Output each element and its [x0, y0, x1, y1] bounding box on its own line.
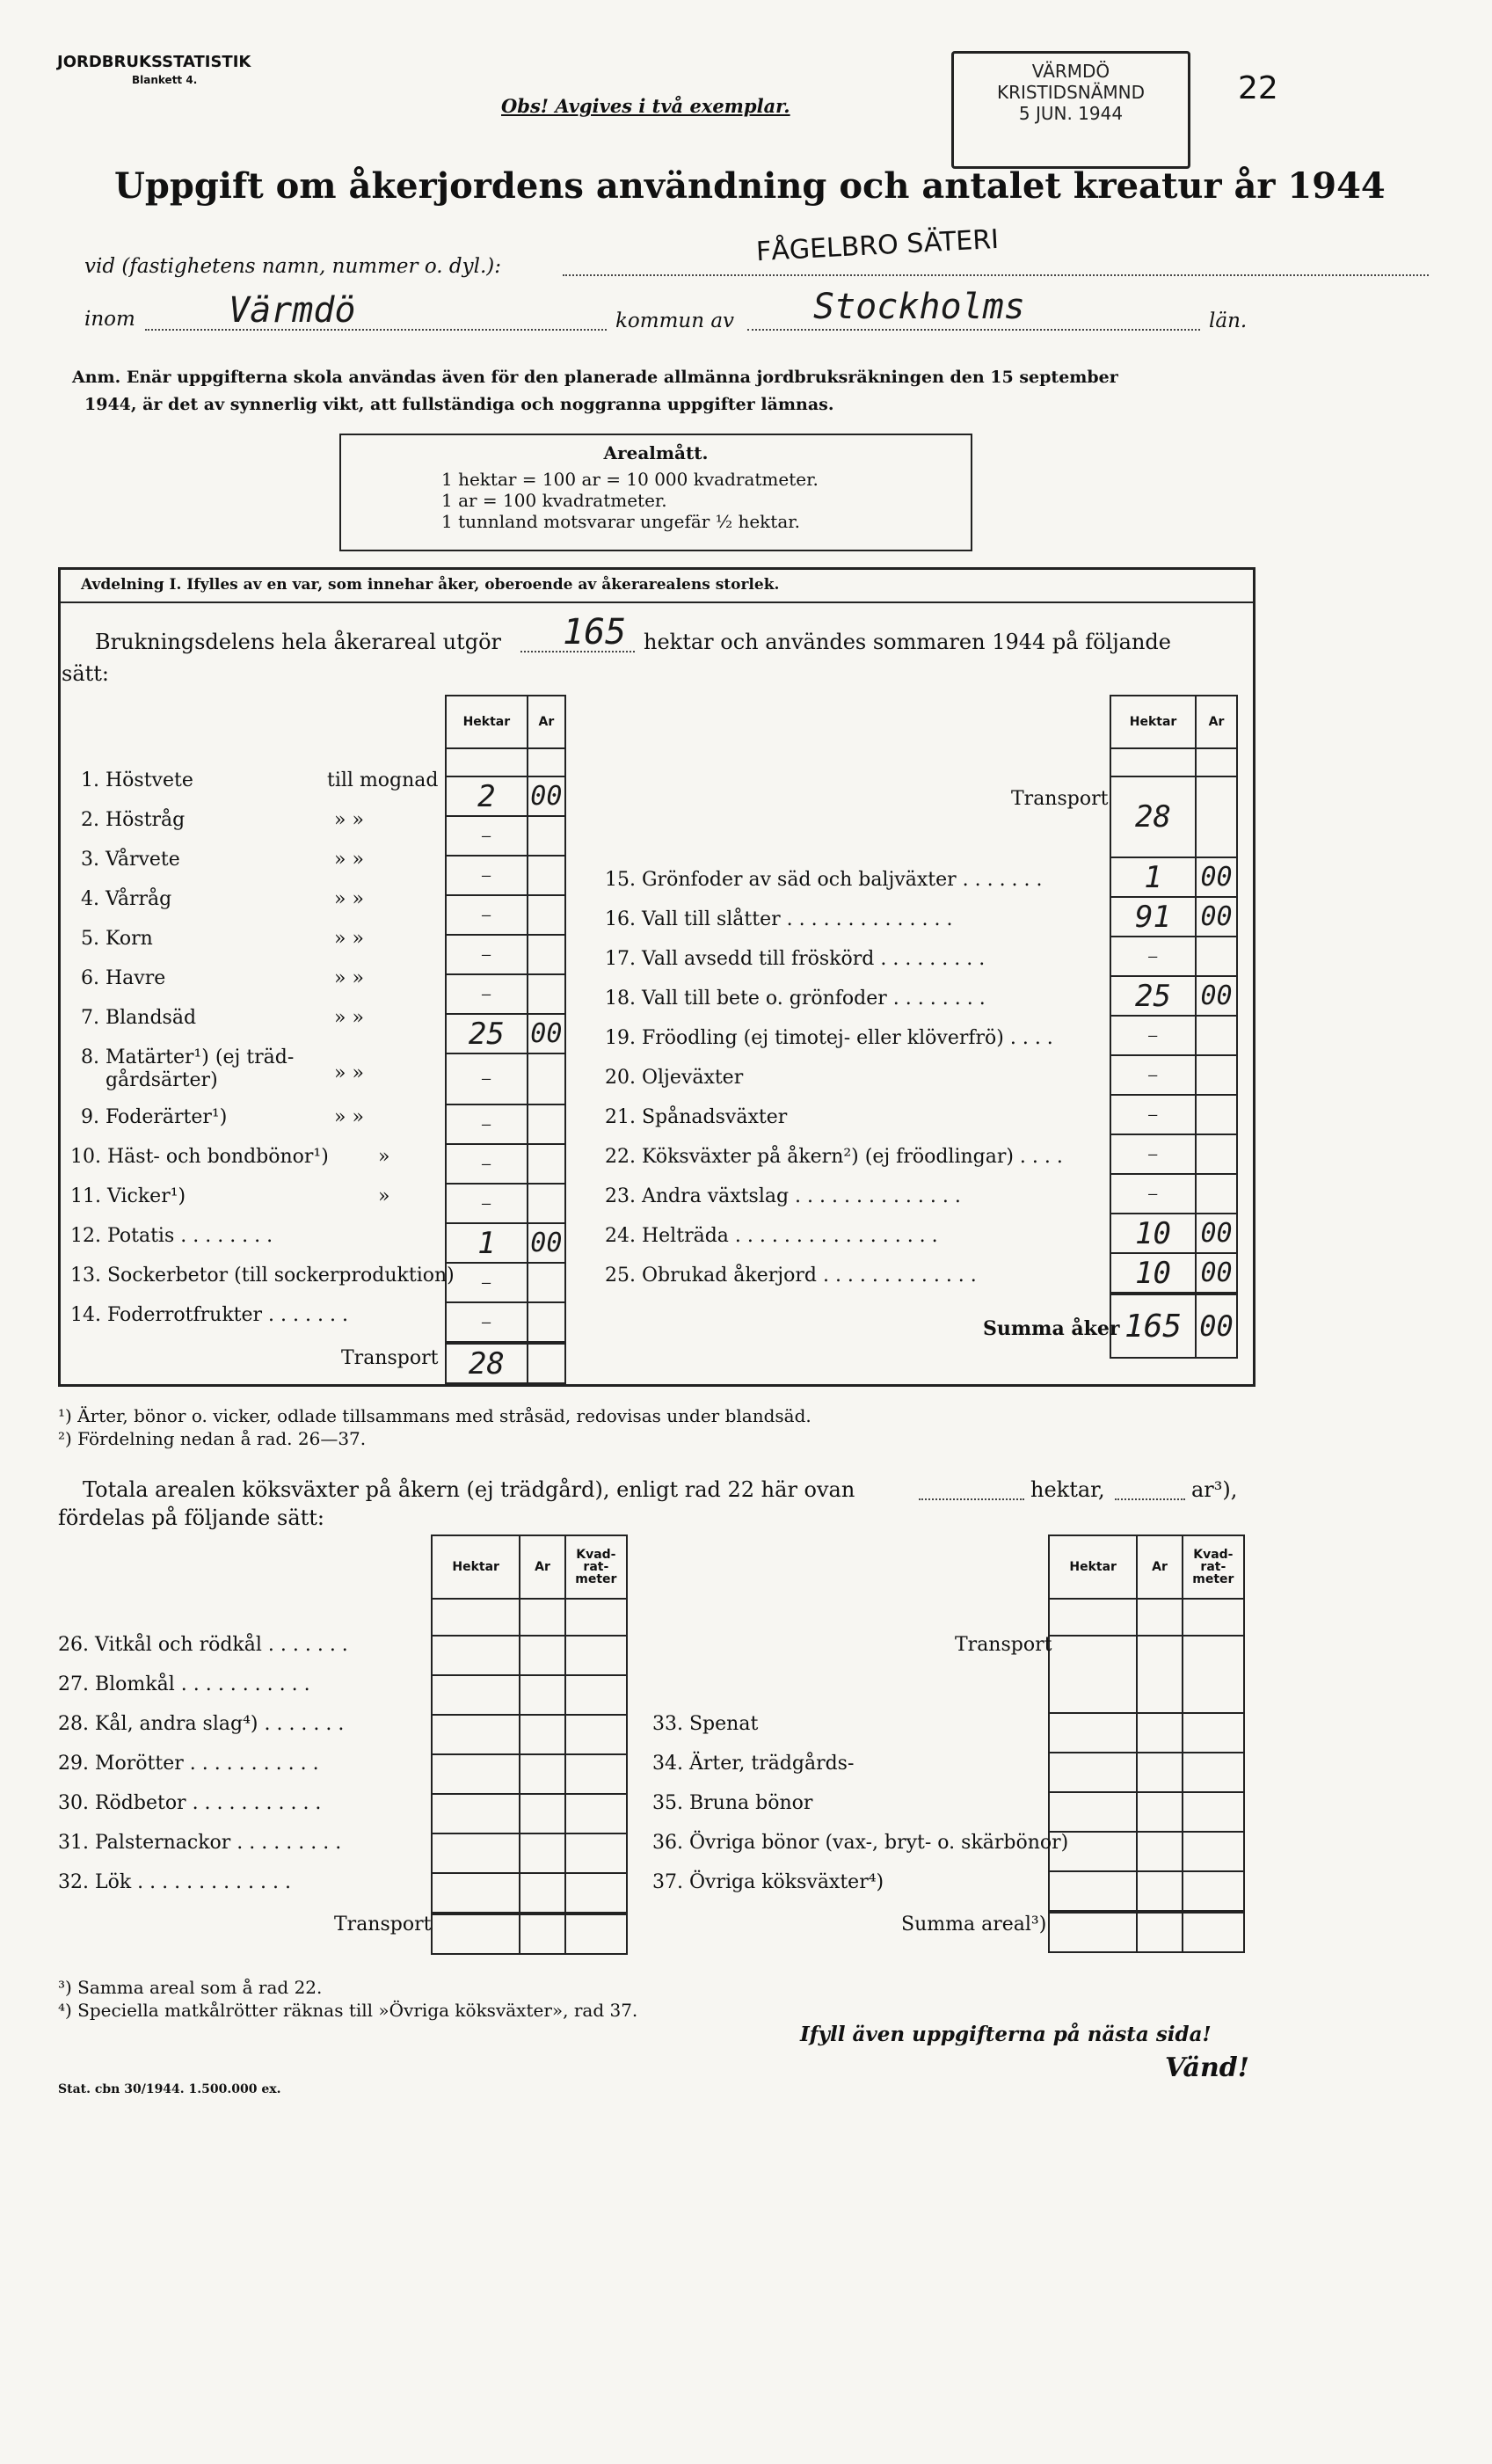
- section1-intro: Brukningsdelens hela åkerareal utgör: [95, 630, 502, 654]
- crop-label: 5. Korn: [81, 928, 153, 950]
- crop-label: 18. Vall till bete o. grönfoder . . . . . . . .: [605, 988, 986, 1010]
- hektar-cell[interactable]: 91: [1110, 897, 1196, 937]
- stamp-date: 5 JUN. 1944: [1018, 103, 1124, 124]
- veg-label: 31. Palsternackor . . . . . . . . .: [58, 1832, 342, 1854]
- veg-kvm-cell[interactable]: [1183, 1832, 1244, 1871]
- right-transport-value[interactable]: 28: [1110, 776, 1196, 857]
- veg-hektar-cell[interactable]: [432, 1833, 520, 1873]
- hektar-cell[interactable]: —: [446, 1053, 528, 1104]
- veg-label: 27. Blomkål . . . . . . . . . . .: [58, 1673, 310, 1695]
- crop-label: 7. Blandsäd: [81, 1007, 197, 1029]
- veg-summa-label: Summa areal³): [901, 1914, 1047, 1935]
- crop-label: 15. Grönfoder av säd och baljväxter . . . . . . .: [605, 869, 1043, 891]
- veg-kvm-cell[interactable]: [1183, 1753, 1244, 1792]
- crop-label: 9. Foderärter¹): [81, 1106, 228, 1128]
- crop-suffix: » »: [334, 1062, 364, 1084]
- veg-label: 26. Vitkål och rödkål . . . . . . .: [58, 1634, 348, 1656]
- veg-kvm-cell[interactable]: [1183, 1792, 1244, 1832]
- veg-ar-cell[interactable]: [520, 1833, 564, 1873]
- lan-line: [747, 327, 1200, 331]
- hektar-cell[interactable]: 10: [1110, 1214, 1196, 1253]
- obs-notice: Obs! Avgives i två exemplar.: [501, 95, 790, 117]
- section2-ar-line: [1115, 1497, 1185, 1500]
- arealmatt-line: 1 ar = 100 kvadratmeter.: [441, 490, 667, 511]
- veg-kvm-cell[interactable]: [565, 1873, 627, 1914]
- crop-label: 16. Vall till slåtter . . . . . . . . . . . . . .: [605, 908, 953, 930]
- ar-cell[interactable]: 00: [528, 1223, 565, 1263]
- col-hektar: Hektar: [432, 1535, 520, 1599]
- page-number: 22: [1238, 70, 1278, 106]
- org-name: JORDBRUKSSTATISTIK: [57, 53, 251, 71]
- hektar-cell[interactable]: 10: [1110, 1253, 1196, 1294]
- veg-ar-cell[interactable]: [1137, 1753, 1182, 1792]
- ar-cell[interactable]: 00: [1196, 857, 1237, 897]
- ar-cell[interactable]: [528, 1263, 565, 1302]
- crop-suffix: » »: [334, 809, 364, 831]
- hektar-cell[interactable]: —: [446, 1144, 528, 1184]
- veg-kvm-cell[interactable]: [565, 1715, 627, 1754]
- veg-kvm-cell[interactable]: [565, 1833, 627, 1873]
- hektar-cell[interactable]: —: [1110, 1174, 1196, 1214]
- veg-hektar-cell[interactable]: [432, 1715, 520, 1754]
- veg-ar-cell[interactable]: [520, 1873, 564, 1914]
- crop-label: 14. Foderrotfrukter . . . . . . .: [70, 1304, 348, 1326]
- hektar-cell[interactable]: —: [1110, 1134, 1196, 1174]
- crop-suffix: » »: [334, 967, 364, 989]
- crop-label: 1. Höstvete: [81, 769, 193, 791]
- property-line: [563, 273, 1429, 276]
- page-title: Uppgift om åkerjordens användning och antalet kreatur år 1944: [114, 165, 1386, 207]
- ar-cell[interactable]: 00: [528, 776, 565, 816]
- veg-hektar-cell[interactable]: [432, 1754, 520, 1794]
- anm-line: Anm. Enär uppgifterna skola användas även för den planerade allmänna jordbruksräkningen den 15 september: [72, 368, 1118, 387]
- veg-hektar-cell[interactable]: [1049, 1713, 1137, 1753]
- crop-suffix: »: [378, 1185, 390, 1207]
- arealmatt-box: [339, 434, 972, 551]
- left-vegetables-table: [431, 1535, 628, 1955]
- ar-cell[interactable]: [1196, 937, 1237, 976]
- veg-ar-cell[interactable]: [520, 1636, 564, 1675]
- summa-aker-label: Summa åker: [983, 1317, 1120, 1340]
- ar-cell[interactable]: [528, 935, 565, 974]
- left-transport-label: Transport: [341, 1347, 439, 1369]
- veg-label: 29. Morötter . . . . . . . . . . .: [58, 1753, 319, 1775]
- veg-ar-cell[interactable]: [520, 1754, 564, 1794]
- crop-label: 11. Vicker¹): [70, 1185, 186, 1207]
- ar-cell[interactable]: [528, 856, 565, 895]
- ar-cell[interactable]: [528, 1184, 565, 1223]
- fill-next-page-note: Ifyll även uppgifterna på nästa sida!: [800, 2023, 1212, 2046]
- ar-cell[interactable]: [528, 1302, 565, 1343]
- arealmatt-line: 1 hektar = 100 ar = 10 000 kvadratmeter.: [441, 469, 819, 490]
- veg-transport-cell[interactable]: [1049, 1636, 1137, 1713]
- crop-label: 3. Vårvete: [81, 849, 180, 871]
- veg-label: 36. Övriga bönor (vax-, bryt- o. skärbönor): [652, 1832, 1069, 1854]
- crop-label: 6. Havre: [81, 967, 166, 989]
- hektar-cell[interactable]: —: [1110, 1055, 1196, 1095]
- lan-value: Stockholms: [813, 287, 1025, 327]
- section2-hektar-line: [919, 1497, 1024, 1500]
- ar-cell[interactable]: [1196, 1055, 1237, 1095]
- crop-suffix: till mognad: [327, 769, 439, 791]
- crop-label: 22. Köksväxter på åkern²) (ej fröodlingar) . . . .: [605, 1146, 1063, 1168]
- section1-intro: hektar och användes sommaren 1944 på följande: [644, 630, 1171, 654]
- crop-suffix: » »: [334, 849, 364, 871]
- col-kvm: Kvad- rat- meter: [565, 1535, 627, 1599]
- anm-line: 1944, är det av synnerlig vikt, att fullständiga och noggranna uppgifter lämnas.: [84, 395, 834, 414]
- veg-hektar-cell[interactable]: [1049, 1753, 1137, 1792]
- hektar-cell[interactable]: —: [446, 895, 528, 935]
- left-crops-table: [445, 695, 566, 1384]
- ar-cell[interactable]: 00: [1196, 976, 1237, 1016]
- hektar-cell[interactable]: —: [446, 1263, 528, 1302]
- col-ar: Ar: [1196, 696, 1237, 748]
- hektar-cell[interactable]: —: [446, 856, 528, 895]
- form-number: Blankett 4.: [132, 74, 198, 86]
- hektar-cell[interactable]: —: [1110, 937, 1196, 976]
- veg-hektar-cell[interactable]: [432, 1794, 520, 1833]
- crop-label: 12. Potatis . . . . . . . .: [70, 1225, 273, 1247]
- col-ar: Ar: [528, 696, 565, 748]
- inom-value: Värmdö: [229, 290, 356, 331]
- stamp-line: VÄRMDÖ: [1031, 61, 1110, 82]
- veg-kvm-cell[interactable]: [565, 1754, 627, 1794]
- section2-intro: hektar,: [1030, 1477, 1105, 1502]
- ar-cell[interactable]: [1196, 1134, 1237, 1174]
- crop-label: 8. Matärter¹) (ej träd- gårdsärter): [81, 1046, 295, 1091]
- crop-suffix: »: [378, 1146, 390, 1168]
- col-hektar: Hektar: [446, 696, 528, 748]
- footnote: ²) Fördelning nedan å rad. 26—37.: [58, 1428, 367, 1449]
- left-transport-value[interactable]: 28: [446, 1343, 528, 1383]
- ar-cell[interactable]: [528, 816, 565, 856]
- veg-ar-cell[interactable]: [520, 1675, 564, 1715]
- section2-intro: fördelas på följande sätt:: [58, 1505, 325, 1530]
- ar-cell[interactable]: [1196, 1174, 1237, 1214]
- col-ar: Ar: [1137, 1535, 1182, 1599]
- veg-kvm-cell[interactable]: [565, 1675, 627, 1715]
- stamp-line: KRISTIDSNÄMND: [996, 82, 1146, 103]
- veg-kvm-cell[interactable]: [565, 1794, 627, 1833]
- total-area-value: 165: [563, 612, 627, 652]
- veg-label: 32. Lök . . . . . . . . . . . . .: [58, 1871, 291, 1893]
- veg-kvm-cell[interactable]: [1183, 1871, 1244, 1912]
- crop-label: 10. Häst- och bondbönor¹): [70, 1146, 329, 1168]
- property-name-stamp: FÅGELBRO SÄTERI: [755, 223, 1000, 268]
- hektar-cell[interactable]: —: [1110, 1095, 1196, 1134]
- hektar-cell[interactable]: 25: [1110, 976, 1196, 1016]
- hektar-cell[interactable]: —: [446, 974, 528, 1014]
- summa-aker-ar[interactable]: 00: [1196, 1294, 1237, 1358]
- crop-suffix: » »: [334, 928, 364, 950]
- veg-hektar-cell[interactable]: [432, 1873, 520, 1914]
- hektar-cell[interactable]: 2: [446, 776, 528, 816]
- hektar-cell[interactable]: 25: [446, 1014, 528, 1053]
- crop-label: 21. Spånadsväxter: [605, 1106, 788, 1128]
- veg-label: 33. Spenat: [652, 1713, 759, 1735]
- crop-label: 2. Höstråg: [81, 809, 186, 831]
- crop-label: 24. Helträda . . . . . . . . . . . . . . . . .: [605, 1225, 938, 1247]
- col-ar: Ar: [520, 1535, 564, 1599]
- veg-ar-cell[interactable]: [1137, 1792, 1182, 1832]
- section1-intro: sätt:: [62, 661, 109, 686]
- inom-label: inom: [84, 308, 135, 331]
- veg-hektar-cell[interactable]: [432, 1636, 520, 1675]
- veg-ar-cell[interactable]: [520, 1794, 564, 1833]
- veg-summa-cell[interactable]: [1049, 1912, 1137, 1952]
- arealmatt-title: Arealmått.: [603, 442, 709, 463]
- print-info: Stat. cbn 30/1944. 1.500.000 ex.: [58, 2082, 281, 2096]
- ar-cell[interactable]: 00: [1196, 1253, 1237, 1294]
- section2-intro: ar³),: [1191, 1477, 1238, 1502]
- ar-cell[interactable]: 00: [528, 1014, 565, 1053]
- crop-label: 20. Oljeväxter: [605, 1067, 744, 1089]
- footnote: ⁴) Speciella matkålrötter räknas till »Övriga köksväxter», rad 37.: [58, 2000, 638, 2021]
- right-transport-label: Transport: [1011, 788, 1109, 810]
- veg-transport-cell[interactable]: [432, 1914, 520, 1954]
- veg-hektar-cell[interactable]: [1049, 1792, 1137, 1832]
- hektar-cell[interactable]: —: [446, 816, 528, 856]
- ar-cell[interactable]: [1196, 1095, 1237, 1134]
- col-hektar: Hektar: [1049, 1535, 1137, 1599]
- summa-aker-value[interactable]: 165: [1110, 1294, 1196, 1358]
- hektar-cell[interactable]: —: [446, 1104, 528, 1144]
- ar-cell[interactable]: [528, 974, 565, 1014]
- crop-suffix: » »: [334, 1106, 364, 1128]
- crop-label: 19. Fröodling (ej timotej- eller klöverfrö) . . . .: [605, 1027, 1053, 1049]
- veg-kvm-cell[interactable]: [565, 1636, 627, 1675]
- veg-label: 28. Kål, andra slag⁴) . . . . . . .: [58, 1713, 345, 1735]
- col-kvm: Kvad- rat- meter: [1183, 1535, 1244, 1599]
- veg-hektar-cell[interactable]: [432, 1675, 520, 1715]
- crop-suffix: » »: [334, 888, 364, 910]
- hektar-cell[interactable]: —: [1110, 1016, 1196, 1055]
- veg-left-transport-label: Transport: [334, 1914, 432, 1935]
- veg-label: 34. Ärter, trädgårds-: [652, 1753, 855, 1775]
- footnote: ³) Samma areal som å rad 22.: [58, 1977, 323, 1998]
- hektar-cell[interactable]: 1: [1110, 857, 1196, 897]
- kommun-label: kommun av: [615, 310, 735, 332]
- veg-ar-cell[interactable]: [520, 1715, 564, 1754]
- received-stamp: [951, 51, 1190, 169]
- lan-label: län.: [1209, 310, 1248, 332]
- veg-label: 37. Övriga köksväxter⁴): [652, 1871, 884, 1893]
- ar-cell[interactable]: [528, 1053, 565, 1104]
- inom-line: [145, 327, 607, 331]
- hektar-cell[interactable]: —: [446, 1184, 528, 1223]
- arealmatt-line: 1 tunnland motsvarar ungefär ½ hektar.: [441, 511, 800, 532]
- crop-label: 17. Vall avsedd till fröskörd . . . . . . . . .: [605, 948, 986, 970]
- ar-cell[interactable]: 00: [1196, 1214, 1237, 1253]
- hektar-cell[interactable]: —: [446, 935, 528, 974]
- right-crops-table: [1110, 695, 1238, 1359]
- veg-right-transport-label: Transport: [955, 1634, 1052, 1656]
- property-label: vid (fastighetens namn, nummer o. dyl.):: [84, 255, 502, 278]
- crop-label: 13. Sockerbetor (till sockerproduktion): [70, 1265, 455, 1287]
- veg-ar-cell[interactable]: [1137, 1832, 1182, 1871]
- section1-title: Avdelning I. Ifylles av en var, som innehar åker, oberoende av åkerarealens storlek.: [81, 576, 780, 594]
- veg-hektar-cell[interactable]: [1049, 1871, 1137, 1912]
- ar-cell[interactable]: [528, 895, 565, 935]
- section2-intro: Totala arealen köksväxter på åkern (ej trädgård), enligt rad 22 här ovan: [83, 1477, 855, 1502]
- crop-label: 23. Andra växtslag . . . . . . . . . . . . . .: [605, 1185, 961, 1207]
- crop-label: 4. Vårråg: [81, 888, 172, 910]
- hektar-cell[interactable]: 1: [446, 1223, 528, 1263]
- hektar-cell[interactable]: —: [446, 1302, 528, 1343]
- section1-title-rule: [58, 601, 1255, 603]
- ar-cell[interactable]: [528, 1144, 565, 1184]
- ar-cell[interactable]: [528, 1104, 565, 1144]
- ar-cell[interactable]: 00: [1196, 897, 1237, 937]
- veg-ar-cell[interactable]: [1137, 1713, 1182, 1753]
- crop-label: 25. Obrukad åkerjord . . . . . . . . . . . . .: [605, 1265, 977, 1287]
- ar-cell[interactable]: [1196, 1016, 1237, 1055]
- right-vegetables-table: [1048, 1535, 1245, 1953]
- col-hektar: Hektar: [1110, 696, 1196, 748]
- veg-label: 30. Rödbetor . . . . . . . . . . .: [58, 1792, 322, 1814]
- footnote: ¹) Ärter, bönor o. vicker, odlade tillsammans med stråsäd, redovisas under blandsäd.: [58, 1405, 812, 1426]
- turn-over-note: Vänd!: [1165, 2052, 1249, 2083]
- veg-ar-cell[interactable]: [1137, 1871, 1182, 1912]
- veg-label: 35. Bruna bönor: [652, 1792, 813, 1814]
- veg-kvm-cell[interactable]: [1183, 1713, 1244, 1753]
- crop-suffix: » »: [334, 1007, 364, 1029]
